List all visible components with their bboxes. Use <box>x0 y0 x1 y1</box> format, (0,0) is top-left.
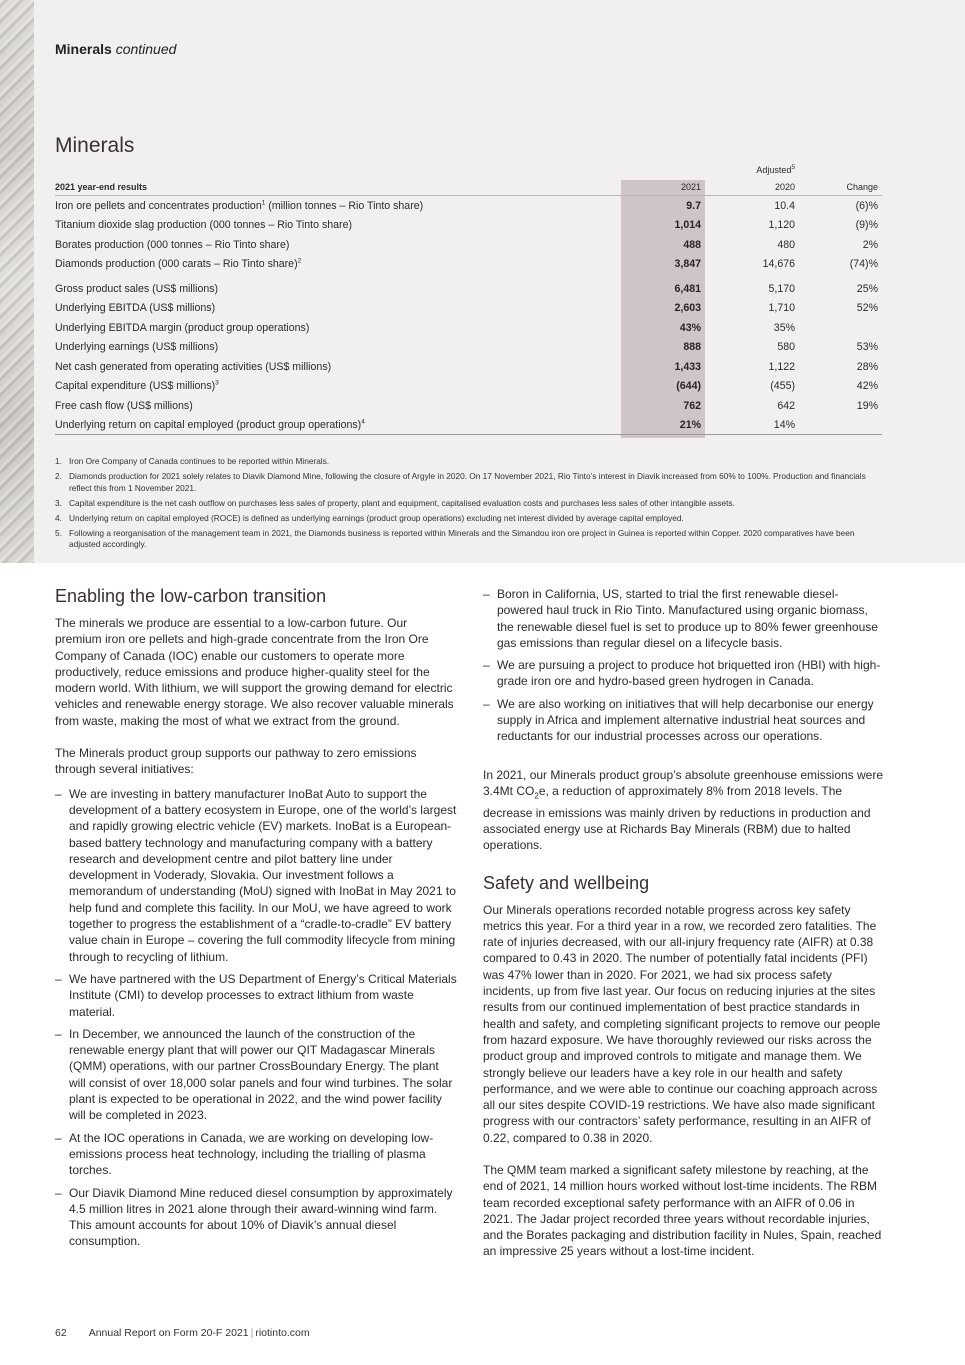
table-row <box>55 396 882 416</box>
row-label: Underlying earnings (US$ millions) <box>55 341 219 354</box>
value-2021: 488 <box>683 238 701 251</box>
table-row <box>55 377 882 397</box>
paragraph-intro: The minerals we produce are essential to a low-carbon future. Our premium iron ore pellets and high-grade concentrate from the Iron Ore Company of Canada (IOC) enable our customers to operate more productively, reduce emissions and produce higher-quality steel for the modern world. With lithium, we will support the growing demand for electric vehicles and renewable energy storage. We also recover valuable minerals from waste, making the most of what we extract from the ground. <box>55 616 454 728</box>
col-2020-header: 2020 <box>774 181 795 192</box>
table-header-top <box>55 162 882 178</box>
initiatives-list <box>55 786 457 1250</box>
value-2020: 1,710 <box>768 302 795 315</box>
row-label: Titanium dioxide slag production (000 tonnes – Rio Tinto share) <box>55 219 352 232</box>
value-2020: 480 <box>777 238 795 251</box>
paragraph-qmm: The QMM team marked a significant safety milestone by reaching, at the end of 2021, 14 million hours worked without lost-time incidents. The RBM team recorded exceptional safety performance with an AIFR of 0.06 in 2021. The Jadar project recorded three years without recordable injuries, and the Borates packaging and distribution facility in Nules, Spain, reached an impressive 25 years without a lost-time incident. <box>483 1163 882 1259</box>
list-item: – We are investing in battery manufacturer InoBat Auto to support the development of a battery ecosystem in Europe, one of the world’s largest and rapidly growing electric vehicle (EV) markets. InoBat is a European-based battery technology and manufacturing company with a battery research and development centre and pilot battery line under development in Voderady, Slovakia. Our investment follows a memorandum of understanding (MoU) signed with InoBat in May 2021 to help fund and complete this facility. In our MoU, we have agreed to work together to progress the establishment of a “cradle-to-cradle” EV battery value chain in Europe – covering the full commodity lifecycle from mining through to recycling of lithium. <box>55 786 457 964</box>
table-row <box>55 357 882 377</box>
row-label: Borates production (000 tonnes – Rio Tinto share) <box>55 238 290 251</box>
row-label: Underlying return on capital employed (product group operations)$^4$ <box>55 418 365 431</box>
heading-low-carbon: Enabling the low-carbon transition <box>55 586 327 606</box>
table-body <box>55 196 882 435</box>
table-row <box>55 235 882 255</box>
results-panel <box>0 0 965 563</box>
footer-site-link[interactable]: riotinto.com <box>255 1327 310 1339</box>
row-label: Diamonds production (000 carats – Rio Tinto share)$^2$ <box>55 257 302 271</box>
left-column <box>55 585 457 1256</box>
table-header <box>55 178 882 196</box>
value-change: 52% <box>856 302 878 315</box>
row-label: Iron ore pellets and concentrates production$^1$ (million tonnes – Rio Tinto share) <box>55 199 424 212</box>
value-change: 2% <box>862 238 878 251</box>
value-2021: 888 <box>683 341 701 354</box>
paragraph-ghg: In 2021, our Minerals product group’s absolute greenhouse emissions were 3.4Mt $CO_2e$, a reduction of approximately 8% from 2018 levels. The decrease in emissions was mainly driven by reductions in production and associated energy use at Richards Bay Minerals (RBM) due to halted operations. <box>483 767 884 853</box>
value-2020: 580 <box>777 341 795 354</box>
list-item: – Boron in California, US, started to trial the first renewable diesel-powered haul truck in Rio Tinto. Manufactured using organic biomass, the renewable diesel fuel is set to produce up to 80% fewer greenhouse gas emissions than regular diesel on a lifecycle basis. <box>483 587 878 650</box>
initiatives-list-continued <box>483 586 883 745</box>
section-suffix: continued <box>115 41 177 57</box>
row-header: 2021 year-end results <box>55 181 148 192</box>
adjusted-label: Adjusted$^5$ <box>756 164 795 175</box>
value-2020: 14% <box>773 418 795 431</box>
page-number: 62 <box>55 1327 67 1339</box>
table-title: Minerals <box>55 134 135 157</box>
footnotes <box>55 456 882 554</box>
list-item: – We have partnered with the US Department of Energy’s Critical Materials Institute (CMI) to develop processes to extract lithium from waste material. <box>55 971 457 1019</box>
value-2021: 3,847 <box>674 258 701 271</box>
value-2020: 10.4 <box>774 199 795 212</box>
right-column <box>483 586 883 1276</box>
table-row <box>55 318 882 338</box>
list-item: – In December, we announced the launch of the construction of the renewable energy plant that will power our QIT Madagascar Minerals (QMM) operations, with our partner CrossBoundary Energy. The plant will consist of over 18,000 solar panels and four wind turbines. The solar plant is expected to be operational in 2022, and the wind power facility will be completed in 2023. <box>55 1026 453 1123</box>
value-2021: 21% <box>679 418 701 431</box>
value-2020: 1,120 <box>768 219 795 232</box>
value-2020: (455) <box>770 380 795 393</box>
row-label: Net cash generated from operating activities (US$ millions) <box>55 360 332 373</box>
list-item: – At the IOC operations in Canada, we are working on developing low-emissions process heat technology, including the trialling of plasma torches. <box>55 1130 434 1178</box>
page-footer <box>55 1327 310 1339</box>
value-2021: 2,603 <box>674 302 701 315</box>
footnote: 5. Following a reorganisation of the management team in 2021, the Diamonds business is reported within Minerals and the Simandou iron ore project in Guinea is reported within Copper. 2020 comparatives have been adjusted accordingly. <box>55 527 855 549</box>
paragraph-initiatives: The Minerals product group supports our pathway to zero emissions through several initiatives: <box>55 746 417 777</box>
footnote: 2. Diamonds production for 2021 solely relates to Diavik Diamond Mine, following the closure of Argyle in 2020. On 17 November 2021, Rio Tinto’s interest in Diavik increased from 60% to 100%. Production and financials reflect this from 1 November 2021. <box>55 471 866 493</box>
row-label: Underlying EBITDA margin (product group operations) <box>55 321 310 334</box>
table-row <box>55 196 882 216</box>
cover-image-strip <box>0 0 34 563</box>
value-change: 19% <box>856 399 878 412</box>
value-2020: 642 <box>777 399 795 412</box>
row-label: Free cash flow (US$ millions) <box>55 399 193 412</box>
value-change: (6)% <box>855 199 878 212</box>
value-change: (74)% <box>849 258 878 271</box>
value-2020: 35% <box>773 321 795 334</box>
heading-safety: Safety and wellbeing <box>483 872 650 893</box>
row-label: Underlying EBITDA (US$ millions) <box>55 302 216 315</box>
col-change-header: Change <box>846 181 878 192</box>
row-label: Gross product sales (US$ millions) <box>55 282 219 295</box>
table-row <box>55 255 882 275</box>
list-item: – We are pursuing a project to produce hot briquetted iron (HBI) with high-grade iron ore and hydro-based green hydrogen in Canada. <box>483 658 881 689</box>
table-row <box>55 279 882 299</box>
table-row <box>55 299 882 319</box>
value-change: (9)% <box>855 219 878 232</box>
value-2021: (644) <box>676 380 701 393</box>
section-name: Minerals <box>55 41 112 57</box>
paragraph-safety: Our Minerals operations recorded notable progress across key safety metrics this year. For a third year in a row, we recorded zero fatalities. The rate of injuries decreased, with our all-injury frequency rate (AIFR) at 0.38 compared to 0.43 in 2020. The number of potentially fatal incidents (PFI) was 47% lower than in 2020. For 2021, we had six process safety incidents, up from five last year. Our focus on reducing injuries at the sites results from our continued implementation of best practice standards in health and safety, and completing significant projects to remove our people from hazard exposure. We have thoroughly reviewed our risks across the product group and improved controls to mitigate and manage them. We strongly believe our leaders have a key role in our health and safety performance, and we were able to continue our coaching approach across all our sites despite COVID-19 restrictions. We have also made significant progress with our contractors’ safety performance, resulting in an AIFR of 0.22, compared to 0.38 in 2020. <box>483 902 881 1145</box>
value-2021: 9.7 <box>686 199 701 212</box>
value-change: 53% <box>856 341 878 354</box>
table-row <box>55 416 882 436</box>
footnote: 3. Capital expenditure is the net cash outflow on purchases less sales of property, plant and equipment, capitalised evaluation costs and purchases less sales of other intangible assets. <box>55 497 735 508</box>
list-item: – We are also working on initiatives that will help decarbonise our energy supply in Africa and implement alternative industrial heat sources and reductants for our industrial processes across our operations. <box>483 696 874 744</box>
value-change: 42% <box>856 380 878 393</box>
value-2021: 6,481 <box>674 282 701 295</box>
footer-report: Annual Report on Form 20-F 2021 | riotinto.com <box>88 1327 310 1339</box>
row-label: Capital expenditure (US$ millions)$^3$ <box>55 379 219 393</box>
list-item: – Our Diavik Diamond Mine reduced diesel consumption by approximately 4.5 million litres in 2021 alone through their award-winning wind farm. This amount accounts for about 10% of Diavik’s annual diesel consumption. <box>55 1185 453 1249</box>
value-2021: 762 <box>683 399 701 412</box>
table-row <box>55 338 882 358</box>
value-2021: 1,014 <box>674 219 701 232</box>
value-2021: 1,433 <box>674 360 701 373</box>
results-table <box>55 162 882 435</box>
section-label <box>55 41 176 57</box>
value-change: 28% <box>856 360 878 373</box>
value-2020: 1,122 <box>768 360 795 373</box>
value-2021: 43% <box>679 321 701 334</box>
value-change: 25% <box>856 282 878 295</box>
footnote: 1. Iron Ore Company of Canada continues to be reported within Minerals. <box>55 456 330 466</box>
value-2020: 5,170 <box>768 282 795 295</box>
value-2020: 14,676 <box>762 258 795 271</box>
table-row <box>55 216 882 236</box>
footnote: 4. Underlying return on capital employed (ROCE) is defined as underlying earnings (product group operations) excluding net interest divided by average capital employed. <box>55 512 684 523</box>
col-2021-header: 2021 <box>680 181 701 192</box>
